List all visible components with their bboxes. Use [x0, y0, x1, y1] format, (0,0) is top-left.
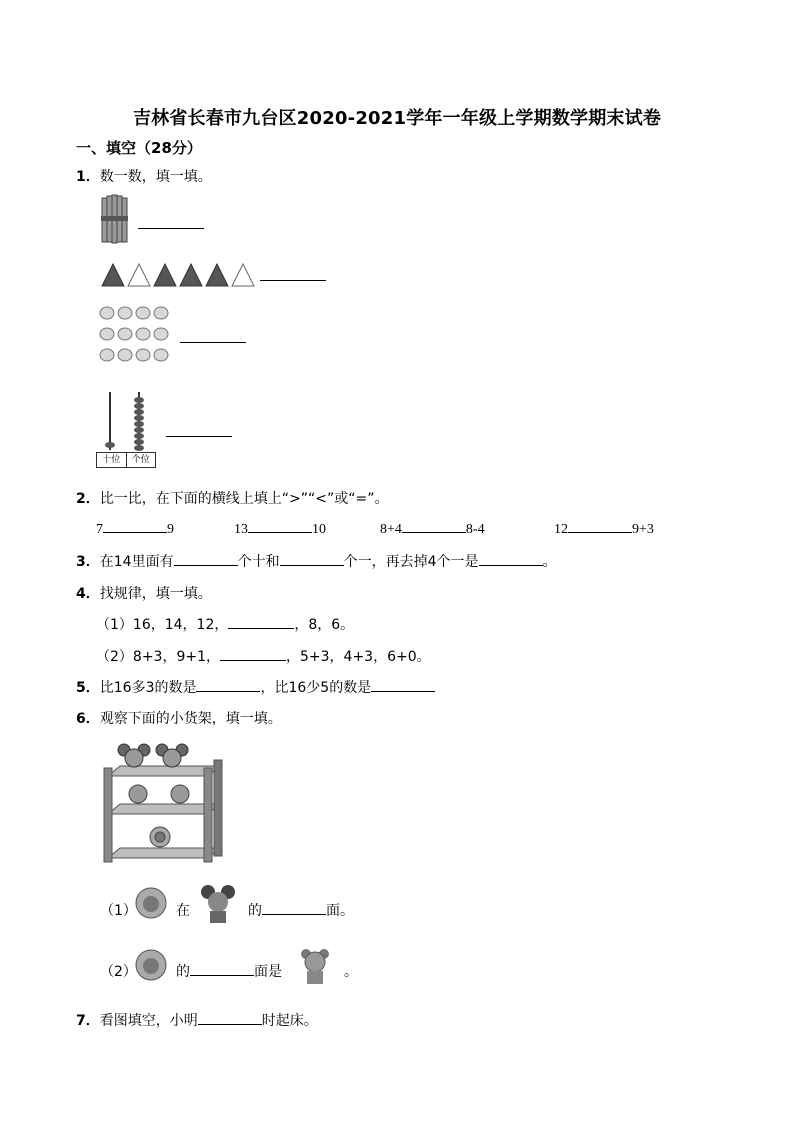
answer-blank[interactable]	[196, 679, 260, 692]
compare-left: 7	[96, 522, 103, 537]
preposition-text: 在	[176, 903, 190, 919]
question-text: 。	[542, 554, 557, 570]
compare-left: 8+4	[380, 522, 402, 537]
question-number: 5．	[76, 680, 100, 696]
question-text: 比16多3的数是	[99, 680, 197, 696]
compare-item-1	[96, 520, 174, 538]
compare-left: 13	[234, 522, 248, 537]
question-text: 面是	[254, 964, 282, 980]
question-text: 看图填空，小明	[99, 1013, 198, 1029]
question-text: 的	[176, 964, 190, 980]
sequence-text: （2）8+3，9+1，	[96, 649, 220, 665]
question-number: 4．	[76, 586, 100, 602]
question-6-sub-1-label: （1）	[100, 903, 137, 919]
answer-blank[interactable]	[248, 520, 312, 533]
question-4-sub-2	[96, 646, 431, 666]
answer-blank[interactable]	[260, 280, 326, 281]
question-text: 。	[344, 964, 358, 980]
compare-left: 12	[554, 522, 568, 537]
question-text: 的	[248, 903, 262, 919]
ones-label: 个位	[131, 455, 150, 465]
compare-item-2	[234, 520, 326, 538]
compare-item-4	[554, 520, 654, 538]
answer-blank[interactable]	[402, 520, 466, 533]
question-text: ，比16少5的数是	[260, 680, 372, 696]
question-number: 2．	[76, 491, 100, 507]
section-heading: 一、填空（28分）	[76, 139, 202, 157]
compare-right: 9+3	[632, 522, 654, 537]
question-number: 3．	[76, 554, 100, 570]
shells-image	[98, 305, 174, 365]
page-title: 吉林省长春市九台区2020-2021学年一年级上学期数学期末试卷	[132, 108, 662, 129]
question-7	[76, 1010, 318, 1030]
lion-icon	[134, 886, 168, 920]
sequence-text: ，8，6。	[294, 617, 355, 633]
answer-blank[interactable]	[166, 436, 232, 437]
question-6-sub-1-text	[248, 900, 354, 920]
question-text: 在14里面有	[99, 554, 174, 570]
shelf-image	[100, 740, 224, 866]
question-text: 观察下面的小货架，填一填。	[99, 711, 282, 727]
question-2	[76, 488, 388, 508]
question-text: 个一，再去掉4个一是	[343, 554, 479, 570]
sequence-text: ，5+3，4+3，6+0。	[286, 649, 431, 665]
question-text: 数一数，填一填。	[99, 169, 212, 185]
answer-blank[interactable]	[371, 679, 435, 692]
question-5	[76, 677, 435, 697]
question-3	[76, 551, 557, 571]
answer-blank[interactable]	[174, 553, 238, 566]
answer-blank[interactable]	[228, 616, 294, 629]
answer-blank[interactable]	[103, 520, 167, 533]
question-6-sub-2-label: （2）	[100, 964, 137, 980]
question-number: 6．	[76, 711, 100, 727]
question-text: 个十和	[237, 554, 280, 570]
tens-label: 十位	[97, 453, 127, 467]
lion-icon	[134, 948, 168, 982]
compare-item-3	[380, 520, 485, 538]
sequence-text: （1）16，14，12，	[96, 617, 229, 633]
triangles-image	[100, 262, 256, 288]
answer-blank[interactable]	[138, 228, 204, 229]
question-text: 找规律，填一填。	[99, 586, 212, 602]
question-4	[76, 583, 212, 603]
mouse-icon	[200, 884, 236, 924]
compare-right: 9	[167, 522, 174, 537]
stick-bundle-image	[100, 194, 130, 246]
answer-blank[interactable]	[190, 963, 254, 976]
answer-blank[interactable]	[198, 1012, 262, 1025]
answer-blank[interactable]	[180, 342, 246, 343]
abacus-image	[96, 390, 156, 468]
question-6-sub-2-text	[176, 961, 282, 981]
answer-blank[interactable]	[280, 553, 344, 566]
answer-blank[interactable]	[568, 520, 632, 533]
compare-right: 10	[312, 522, 326, 537]
compare-right: 8-4	[465, 522, 485, 537]
question-text: 比一比，在下面的横线上填上“>”“<”或“=”。	[99, 491, 389, 507]
question-number: 7．	[76, 1013, 100, 1029]
question-1	[76, 166, 212, 186]
question-text: 面。	[326, 903, 354, 919]
question-6	[76, 708, 282, 728]
answer-blank[interactable]	[262, 902, 326, 915]
answer-blank[interactable]	[479, 553, 543, 566]
question-text: 时起床。	[261, 1013, 318, 1029]
question-number: 1．	[76, 169, 100, 185]
question-4-sub-1	[96, 614, 354, 634]
bear-icon	[298, 948, 332, 986]
answer-blank[interactable]	[220, 648, 286, 661]
